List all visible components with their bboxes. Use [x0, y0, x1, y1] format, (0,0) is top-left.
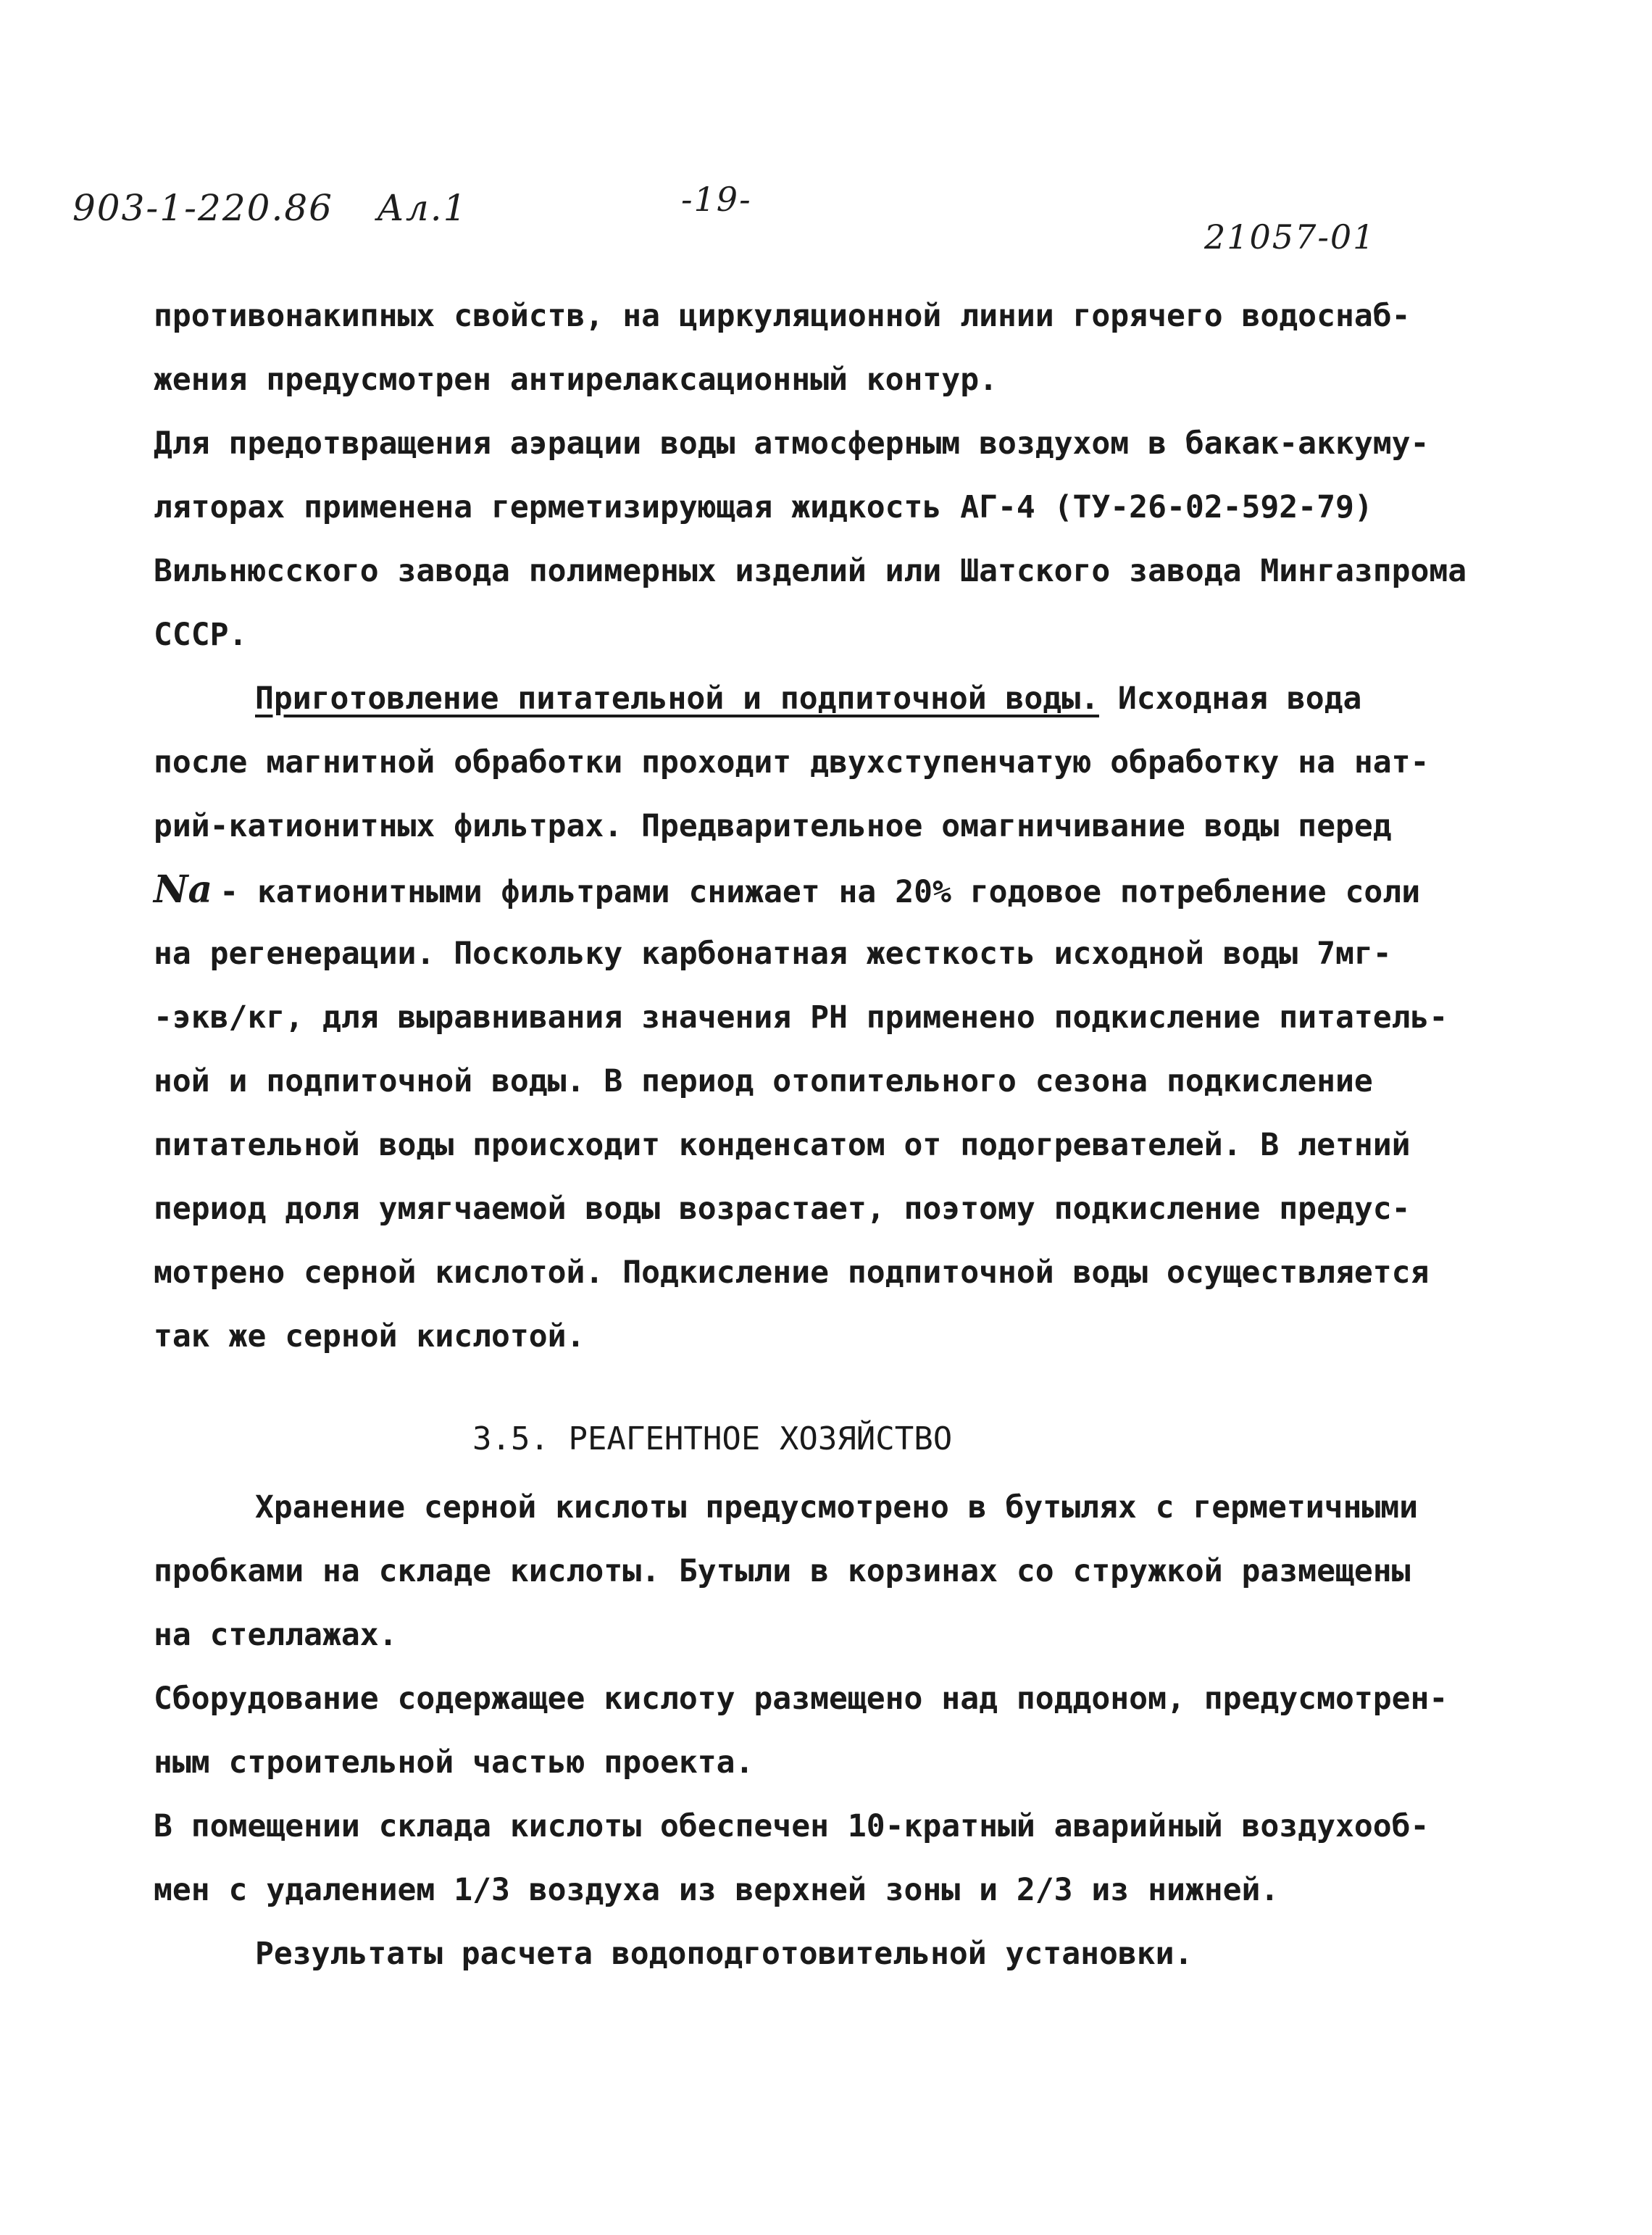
text-line: мен с удалением 1/3 воздуха из верхней зоны и 2/3 из нижней. — [154, 1872, 1280, 1908]
text-line: В помещении склада кислоты обеспечен 10-кратный аварийный воздухооб- — [154, 1808, 1430, 1844]
text-line: Хранение серной кислоты предусмотрено в бутылях с герметичными — [255, 1489, 1419, 1526]
text-line: жения предусмотрен антирелаксационный контур. — [154, 362, 998, 398]
text-line: Сборудование содержащее кислоту размещено над поддоном, предусмотрен- — [154, 1681, 1448, 1717]
document-body — [154, 284, 1545, 1986]
text-line: так же серной кислотой. — [154, 1318, 585, 1354]
paragraph-start-line — [154, 667, 1545, 731]
text-line: ным строительной частью проекта. — [154, 1744, 754, 1781]
text-line: питательной воды происходит конденсатом от подогревателей. В летний — [154, 1127, 1411, 1163]
text-line: противонакипных свойств, на циркуляционной линии горячего водоснаб- — [154, 298, 1411, 334]
text-line: рий-катионитных фильтрах. Предварительное омагничивание воды перед — [154, 808, 1392, 844]
text-line: пробками на складе кислоты. Бутыли в корзинах со стружкой размещены — [154, 1553, 1411, 1589]
text-line: Для предотвращения аэрации воды атмосферным воздухом в бакак-аккуму- — [154, 425, 1430, 462]
handwritten-na-symbol: Na — [154, 867, 213, 912]
text-line: на регенерации. Поскольку карбонатная жесткость исходной воды 7мг- — [154, 936, 1392, 972]
text-line: после магнитной обработки проходит двухступенчатую обработку на нат- — [154, 744, 1430, 781]
text-line: ляторах применена герметизирующая жидкость АГ-4 (ТУ-26-02-592-79) — [154, 489, 1373, 525]
section-heading: 3.5. РЕАГЕНТНОЕ ХОЗЯЙСТВО — [472, 1420, 953, 1457]
text-line: ной и подпиточной воды. В период отопительного сезона подкисление — [154, 1063, 1373, 1099]
na-line — [154, 858, 1545, 922]
archive-number: 21057-01 — [1204, 217, 1376, 257]
text-line: Вильнюсского завода полимерных изделий или Шатского завода Мингазпрома — [154, 553, 1467, 589]
text-line: Результаты расчета водоподготовительной установки. — [255, 1936, 1193, 1972]
document-code: 903-1-220.86 — [72, 187, 333, 229]
text-line: СССР. — [154, 617, 248, 653]
sheet-label: Ал.1 — [377, 187, 468, 229]
text-line: -экв/кг, для выравнивания значения РН применено подкисление питатель- — [154, 999, 1448, 1036]
page-number: -19- — [681, 180, 752, 219]
text-line: мотрено серной кислотой. Подкисление подпиточной воды осуществляется — [154, 1254, 1430, 1291]
text-fragment: Исходная вода — [1098, 681, 1362, 717]
text-fragment: - катионитными фильтрами снижает на 20% годовое потребление соли — [220, 874, 1421, 910]
subheading-feed-water: Приготовление питательной и подпиточной воды. — [255, 681, 1099, 717]
text-line: на стеллажах. — [154, 1617, 398, 1653]
text-line: период доля умягчаемой воды возрастает, поэтому подкисление предус- — [154, 1191, 1411, 1227]
